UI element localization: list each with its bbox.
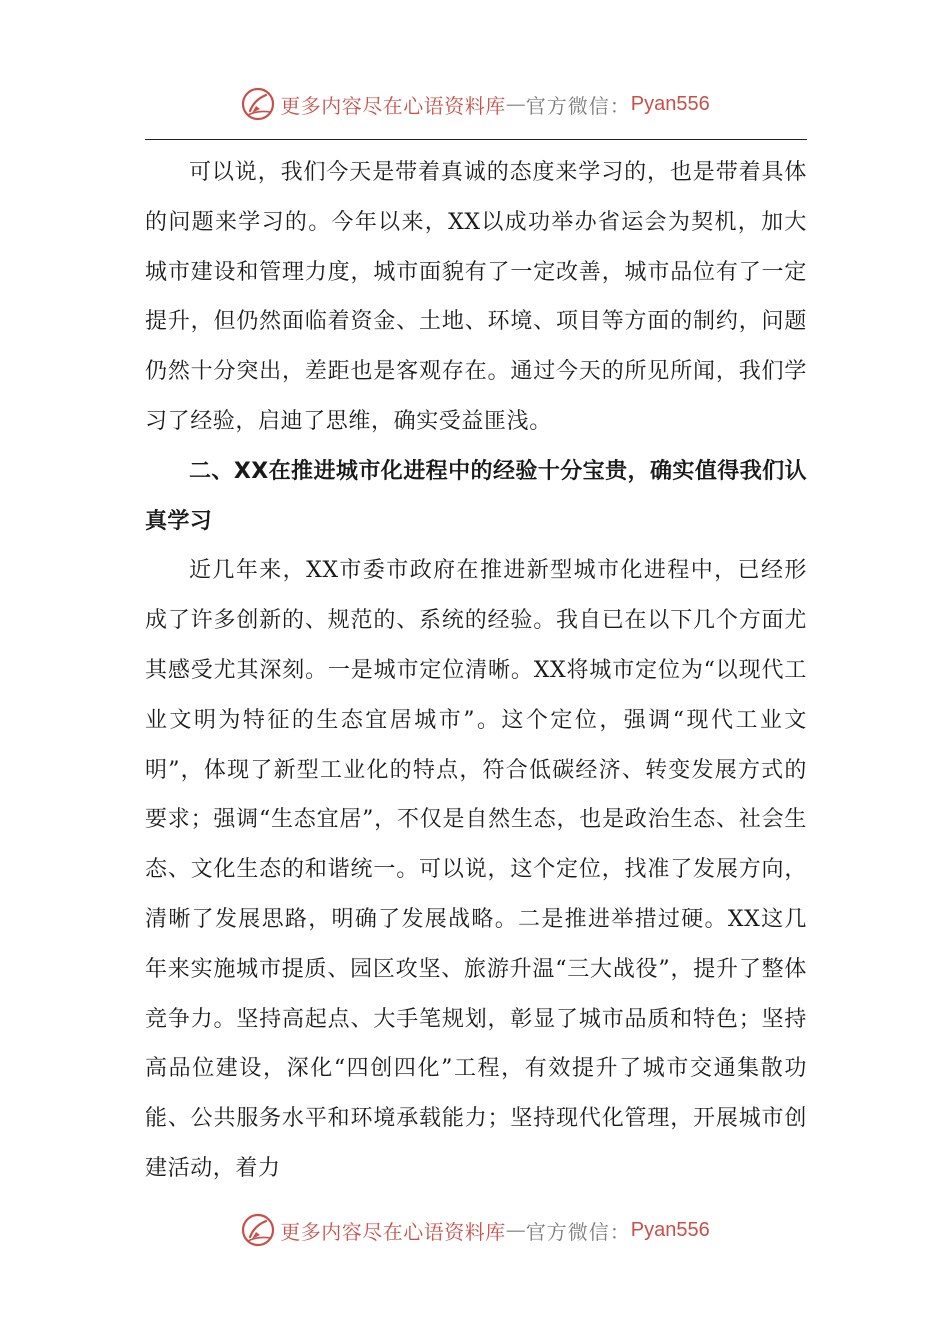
section-heading: 二、XX在推进城市化进程中的经验十分宝贵，确实值得我们认真学习 [145, 458, 807, 534]
pen-seal-logo-icon [240, 86, 276, 122]
banner-wechat-id: Pyan556 [630, 92, 710, 115]
paragraph-2: 近几年来，XX市委市政府在推进新型城市化进程中，已经形成了许多创新的、规范的、系统的经验。我自已在以下几个方面尤其感受尤其深刻。一是城市定位清晰。XX将城市定位为“以现代工业文明为特征的生态宜居城市”。这个定位，强调“现代工业文明”，体现了新型工业化的特点，符合低碳经济、转变发展方式的要求；强调“生态宜居”，不仅是自然生态，也是政治生态、社会生态、文化生态的和谐统一。可以说，这个定位，找准了发展方向，清晰了发展思路，明确了发展战略。二是推进举措过硬。XX这几年来实施城市提质、园区攻坚、旅游升温“三大战役”，提升了整体竞争力。坚持高起点、大手笔规划，彰显了城市品质和特色；坚持高品位建设，深化“四创四化”工程，有效提升了城市交通集散功能、公共服务水平和环境承载能力；坚持现代化管理，开展城市创建活动，着力 [145, 558, 807, 1181]
banner-brand-text: 更多内容尽在心语资料库 [280, 1219, 506, 1244]
header-divider [145, 139, 807, 140]
footer-banner [0, 1208, 950, 1252]
banner-wechat-id: Pyan556 [630, 1218, 710, 1241]
pen-seal-logo-icon [240, 1212, 276, 1248]
banner-wechat-label: 官方微信： [525, 93, 631, 118]
paragraph-1: 可以说，我们今天是带着真诚的态度来学习的，也是带着具体的问题来学习的。今年以来，XX以成功举办省运会为契机，加大城市建设和管理力度，城市面貌有了一定改善，城市品位有了一定提升，但仍然面临着资金、土地、环境、项目等方面的制约，问题仍然十分突出，差距也是客观存在。通过今天的所见所闻，我们学习了经验，启迪了思维，确实受益匪浅。 [145, 160, 807, 434]
document-body [145, 148, 807, 1194]
banner-wechat-label: 官方微信： [525, 1219, 631, 1244]
banner-brand-text: 更多内容尽在心语资料库 [280, 93, 506, 118]
banner-separator: — [505, 1218, 526, 1242]
header-banner [0, 82, 950, 126]
banner-separator: — [505, 92, 526, 116]
